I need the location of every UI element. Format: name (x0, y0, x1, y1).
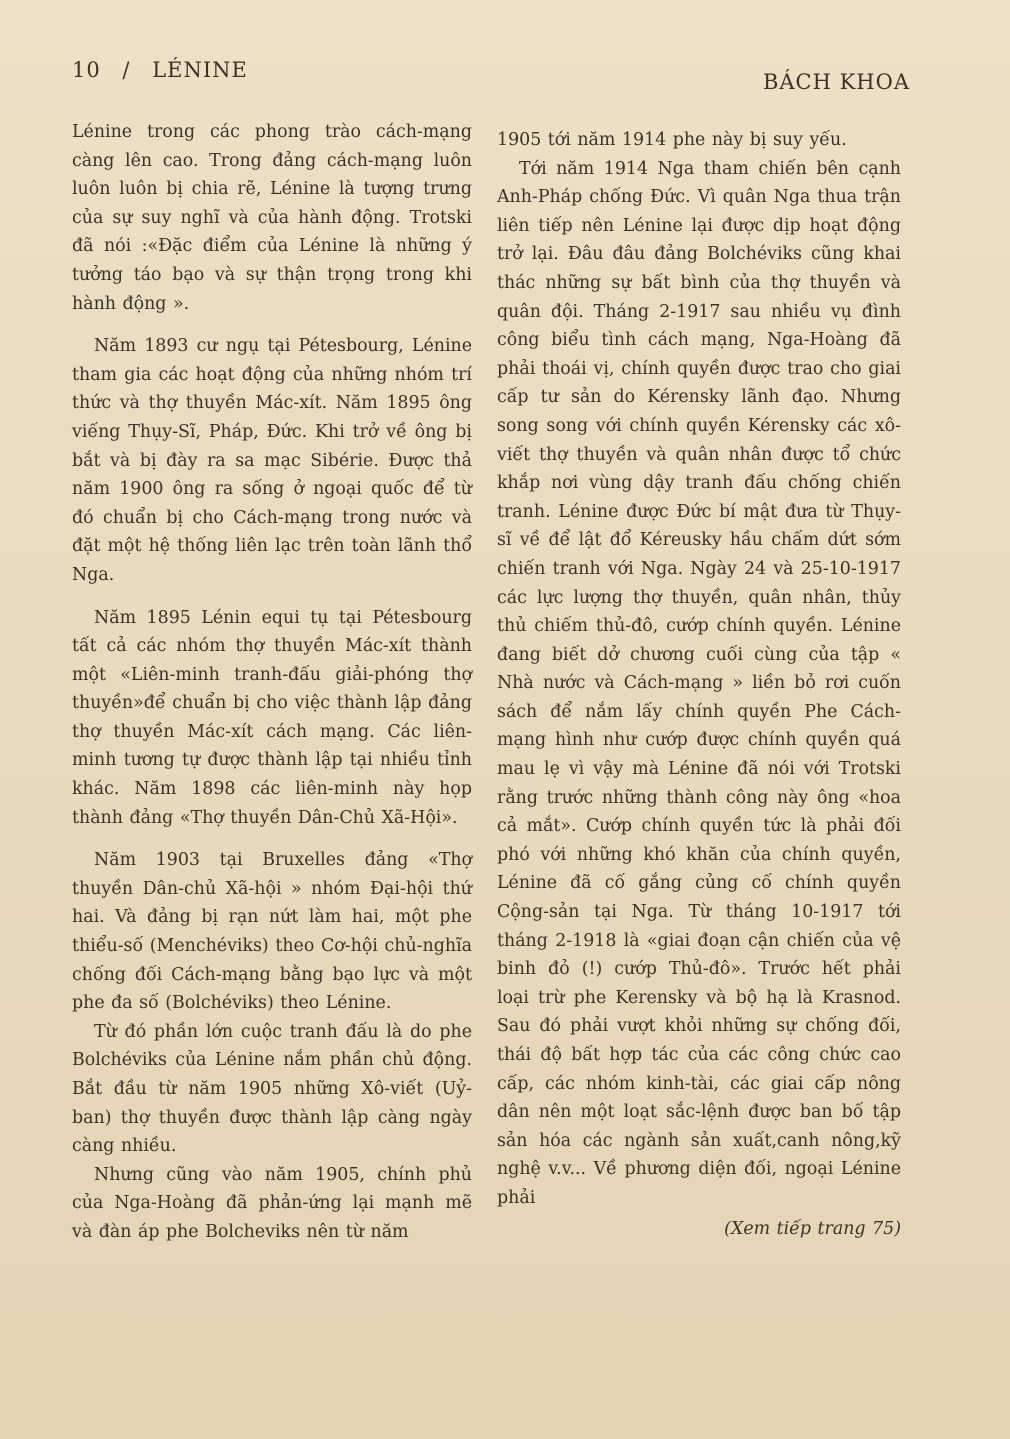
section-title: LÉNINE (152, 58, 248, 82)
magazine-title: BÁCH KHOA (762, 70, 910, 94)
header-separator: / (122, 58, 131, 82)
paragraph: Tới năm 1914 Nga tham chiến bên cạnh Anh-Pháp chống Đức. Vì quân Nga thua trận liên tiếp nên Lénine lại được dịp hoạt động trở lại. Đâu đâu đảng Bolchéviks cũng khai thác những sự bất bình của thợ thuyền và quân đội. Tháng 2-1917 sau nhiều vụ đình công biểu tình cách mạng, Nga-Hoàng đã phải thoái vị, chính quyền được trao cho giai cấp tư sản do Kérensky lãnh đạo. Nhưng song song với chính quyền Kérensky các xô-viết thợ thuyền và quân nhân được tổ chức khắp nơi vùng dậy tranh đấu chống chiến tranh. Lénine được Đức bí mật đưa từ Thụy-sĩ về để lật đổ Kéreusky hầu chấm dứt sớm chiến tranh với Nga. Ngày 24 và 25-10-1917 các lực lượng thợ thuyền, quân nhân, thủy thủ chiếm thủ-đô, cướp chính quyền. Lénine đang biết dở chương cuối cùng của tập « Nhà nước và Cách-mạng » liền bỏ rơi cuốn sách để nắm lấy chính quyền Phe Cách-mạng hình như cướp được chính quyền quá mau lẹ vì vậy mà Lénine đã nói với Trotski rằng trước những thành công này ông «hoa cả mắt». Cướp chính quyền tức là phải đối phó với những khó khăn của chính quyền, Lénine đã cố gắng củng cố chính quyền Cộng-sản tại Nga. Từ tháng 10-1917 tới tháng 2-1918 là «giai đoạn cận chiến của vệ binh đỏ (!) cướp Thủ-đô». Trước hết phải loại trừ phe Kerensky và bộ hạ là Krasnod. Sau đó phải vượt khỏi những sự chống đối, thái độ bất hợp tác của các công chức cao cấp, các nhóm kinh-tài, các giai cấp nông dân nên một loạt sắc-lệnh được ban bố tập sản hóa các ngành sản xuất,canh nông,kỹ nghệ v.v... Về phương diện đối, ngoại Lénine phải (497, 158, 901, 1208)
page-number: 10 (72, 58, 101, 82)
paragraph: 1905 tới năm 1914 phe này bị suy yếu. (497, 130, 847, 150)
paragraph: Lénine trong các phong trào cách-mạng càng lên cao. Trong đảng cách-mạng luôn luôn luôn bị chia rẽ, Lénine là tượng trưng của sự suy nghĩ và của hành động. Trotski đã nói :«Đặc điểm của Lénine là những ý tưởng táo bạo và sự thận trọng trong khi hành động ». (72, 122, 472, 314)
paragraph: Năm 1903 tại Bruxelles đảng «Thợ thuyền Dân-chủ Xã-hội » nhóm Đại-hội thứ hai. Và đảng bị rạn nứt làm hai, một phe thiểu-số (Menchéviks) theo Cơ-hội chủ-nghĩa chống đối Cách-mạng bằng bạo lực và một phe đa số (Bolchéviks) theo Lénine. (72, 850, 472, 1014)
paragraph: Năm 1893 cư ngụ tại Pétesbourg, Lénine tham gia các hoạt động của những nhóm trí thức và thợ thuyền Mác-xít. Năm 1895 ông viếng Thụy-Sĩ, Pháp, Đức. Khi trở về ông bị bắt và bị đày ra sa mạc Sibérie. Được thả năm 1900 ông ra sống ở ngoại quốc để từ đó chuẩn bị cho Cách-mạng trong nước và đặt một hệ thống liên lạc trên toàn lãnh thổ Nga. (72, 336, 472, 585)
continued-note: (Xem tiếp trang 75) (724, 1218, 901, 1239)
left-column (72, 118, 472, 1261)
paragraph: Từ đó phần lớn cuộc tranh đấu là do phe Bolchéviks của Lénine nắm phần chủ động. Bắt đầu từ năm 1905 những Xô-viết (Uỷ-ban) thợ thuyền được thành lập càng ngày càng nhiều. (72, 1021, 472, 1157)
page-header (72, 58, 910, 92)
paragraph: Nhưng cũng vào năm 1905, chính phủ của Nga-Hoàng đã phản-ứng lại mạnh mẽ và đàn áp phe Bolcheviks nên từ năm (72, 1164, 472, 1242)
right-column (497, 126, 901, 1243)
paragraph: Năm 1895 Lénin equi tụ tại Pétesbourg tất cả các nhóm thợ thuyền Mác-xít thành một «Liên-minh tranh-đấu giải-phóng thợ thuyền»để chuẩn bị cho việc thành lập đảng thợ thuyền Mác-xít cách mạng. Các liên-minh tương tự được thành lập tại nhiều tỉnh khác. Năm 1898 các liên-minh này họp thành đảng «Thợ thuyền Dân-Chủ Xã-Hội». (72, 607, 472, 828)
header-left (72, 58, 262, 82)
